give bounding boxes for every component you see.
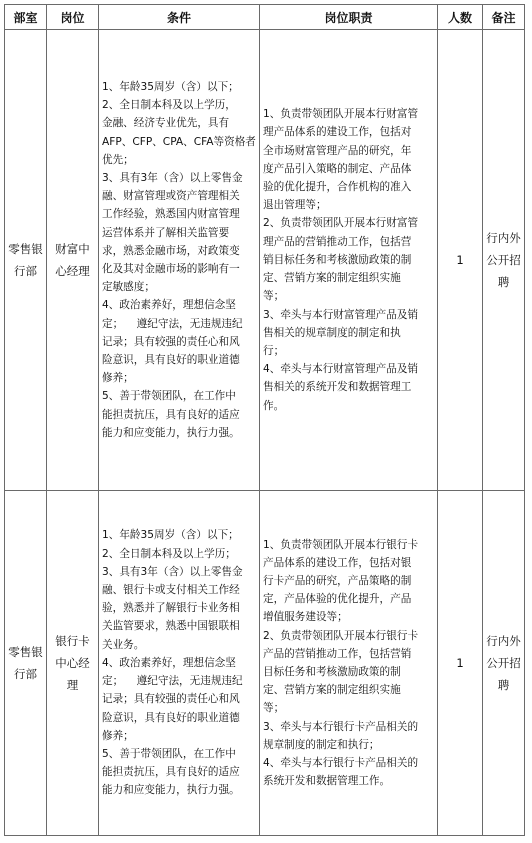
header-row xyxy=(5,5,525,30)
count-cell: 1 xyxy=(438,30,483,491)
duties-cell: 1、负责带领团队开展本行银行卡 产品体系的建设工作，包括对银 行卡产品的研究，产品策略的制 定，产品体验的优化提升，产品 增值服务建设等； 2、负责带领团队开展本行银行卡 产品的营销推动工作，包括营销 目标任务和考核激励政策的制 定、营销方案的制定组织实施 等； 3、牵头与本行银行卡产品相关的 规章制度的制定和执行； 4、牵头与本行银行卡产品相关的 系统开发和数据管理工作。 xyxy=(260,491,438,836)
count-cell: 1 xyxy=(438,491,483,836)
header-note: 备注 xyxy=(483,5,525,30)
note-cell: 行内外 公开招 聘 xyxy=(483,491,525,836)
recruitment-table xyxy=(4,4,525,836)
table-row xyxy=(5,491,525,836)
header-position: 岗位 xyxy=(47,5,99,30)
position-cell: 银行卡 中心经 理 xyxy=(47,491,99,836)
table-row xyxy=(5,30,525,491)
conditions-cell: 1、年龄35周岁（含）以下； 2、全日制本科及以上学历， 金融、经济专业优先，具有 AFP、CFP、CPA、CFA等资格者 优先； 3、具有3年（含）以上零售金 融、财富管理或资产管理相关 工作经验，熟悉国内财富管理 运营体系并了解相关监管要 求，熟悉金融市场，对政策变 化及其对金融市场的影响有一 定敏感度； 4、政治素养好，理想信念坚 定； 遵纪守法，无违规违纪 记录；具有较强的责任心和风 险意识，具有良好的职业道德 修养； 5、善于带领团队，在工作中 能担责抗压，具有良好的适应 能力和应变能力，执行力强。 xyxy=(99,30,260,491)
conditions-cell: 1、年龄35周岁（含）以下； 2、全日制本科及以上学历； 3、具有3年（含）以上零售金 融、银行卡或支付相关工作经 验，熟悉并了解银行卡业务相 关监管要求，熟悉中国银联相 关业务。 4、政治素养好，理想信念坚 定； 遵纪守法，无违规违纪 记录；具有较强的责任心和风 险意识，具有良好的职业道德 修养； 5、善于带领团队，在工作中 能担责抗压，具有良好的适应 能力和应变能力，执行力强。 xyxy=(99,491,260,836)
header-conditions: 条件 xyxy=(99,5,260,30)
dept-cell: 零售银 行部 xyxy=(5,30,47,491)
position-cell: 财富中 心经理 xyxy=(47,30,99,491)
duties-cell: 1、负责带领团队开展本行财富管 理产品体系的建设工作，包括对 全市场财富管理产品的研究，年 度产品引入策略的制定、产品体 验的优化提升，合作机构的准入 退出管理等； 2、负责带领团队开展本行财富管 理产品的营销推动工作，包括营 销目标任务和考核激励政策的制 定、营销方案的制定组织实施 等； 3、牵头与本行财富管理产品及销 售相关的规章制度的制定和执 行； 4、牵头与本行财富管理产品及销 售相关的系统开发和数据管理工 作。 xyxy=(260,30,438,491)
header-duties: 岗位职责 xyxy=(260,5,438,30)
dept-cell: 零售银 行部 xyxy=(5,491,47,836)
note-cell: 行内外 公开招 聘 xyxy=(483,30,525,491)
header-dept: 部室 xyxy=(5,5,47,30)
header-count: 人数 xyxy=(438,5,483,30)
